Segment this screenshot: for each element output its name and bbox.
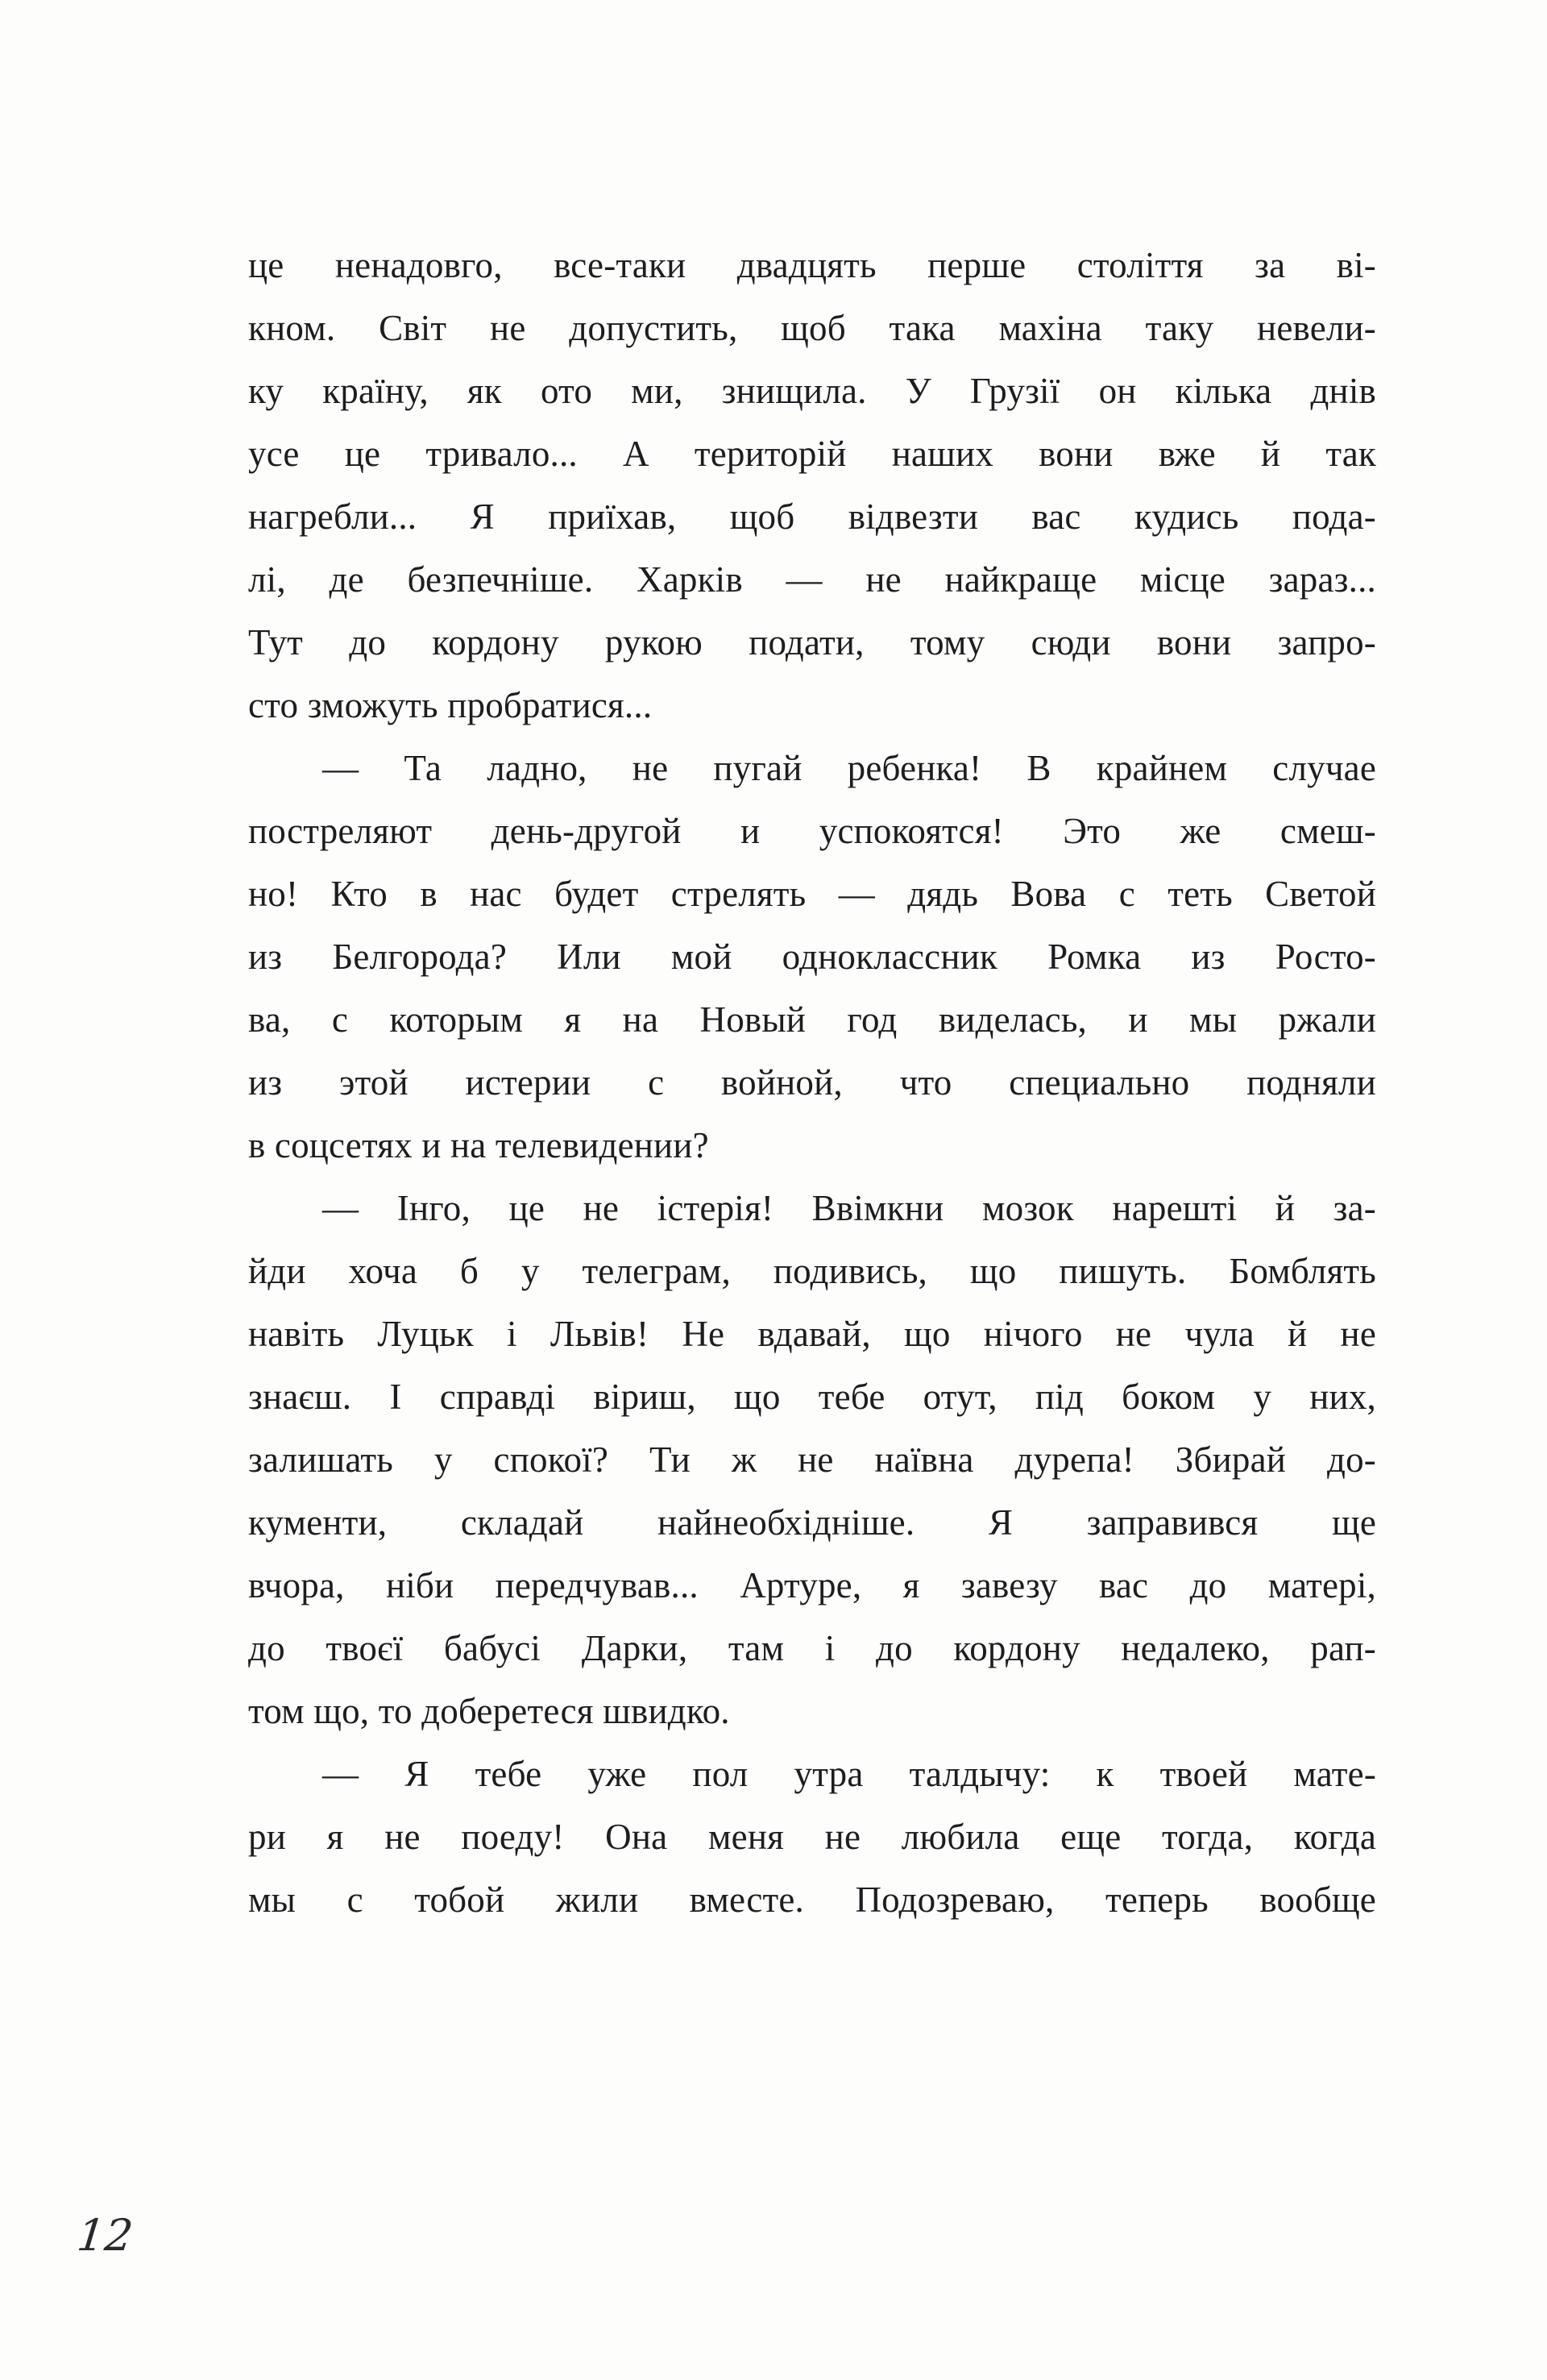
text-line: нагребли... Я приїхав, щоб відвезти вас кудись пода-	[248, 496, 1376, 537]
text-line: — Та ладно, не пугай ребенка! В крайнем случае	[322, 748, 1376, 788]
text-line: кументи, складай найнеобхідніше. Я заправився ще	[248, 1502, 1376, 1543]
paragraph	[248, 737, 1376, 1177]
text-line: знаєш. І справді віриш, що тебе отут, під боком у них,	[248, 1377, 1376, 1417]
text-line: це ненадовго, все-таки двадцять перше століття за ві-	[248, 245, 1376, 285]
text-line: ва, с которым я на Новый год виделась, и мы ржали	[248, 999, 1376, 1040]
text-block	[248, 234, 1376, 1931]
text-line: до твоєї бабусі Дарки, там і до кордону недалеко, рап-	[248, 1628, 1376, 1668]
text-line: лі, де безпечніше. Харків — не найкраще місце зараз...	[248, 559, 1376, 600]
text-line: усе це тривало... А територій наших вони вже й так	[248, 434, 1376, 474]
text-line: постреляют день-другой и успокоятся! Это же смеш-	[248, 811, 1376, 851]
text-line: йди хоча б у телеграм, подивись, що пишуть. Бомблять	[248, 1251, 1376, 1291]
text-line: Тут до кордону рукою подати, тому сюди вони запро-	[248, 622, 1376, 662]
text-line: ку країну, як ото ми, знищила. У Грузії он кілька днів	[248, 371, 1376, 411]
page-number: 12	[74, 2210, 136, 2261]
text-line: сто зможуть пробратися...	[248, 685, 653, 725]
text-line: — Інго, це не істерія! Ввімкни мозок нарешті й за-	[322, 1188, 1376, 1228]
text-line: навіть Луцьк і Львів! Не вдавай, що нічого не чула й не	[248, 1314, 1376, 1354]
text-line: том що, то доберетеся швидко.	[248, 1691, 730, 1731]
paragraph	[248, 1177, 1376, 1742]
text-line: в соцсетях и на телевидении?	[248, 1125, 709, 1165]
text-line: из Белгорода? Или мой одноклассник Ромка из Росто-	[248, 937, 1376, 977]
paragraph	[248, 1742, 1376, 1931]
text-line: залишать у спокої? Ти ж не наївна дурепа! Збирай до-	[248, 1439, 1376, 1480]
text-line: из этой истерии с войной, что специально подняли	[248, 1062, 1376, 1103]
text-line: мы с тобой жили вместе. Подозреваю, теперь вообще	[248, 1879, 1376, 1920]
text-line: но! Кто в нас будет стрелять — дядь Вова с теть Светой	[248, 874, 1376, 914]
text-line: — Я тебе уже пол утра талдычу: к твоей мате-	[322, 1754, 1376, 1794]
text-line: кном. Світ не допустить, щоб така махіна таку невели-	[248, 308, 1376, 348]
text-line: вчора, ніби передчував... Артуре, я завезу вас до матері,	[248, 1565, 1376, 1605]
paragraph	[248, 234, 1376, 737]
text-line: ри я не поеду! Она меня не любила еще тогда, когда	[248, 1817, 1376, 1857]
